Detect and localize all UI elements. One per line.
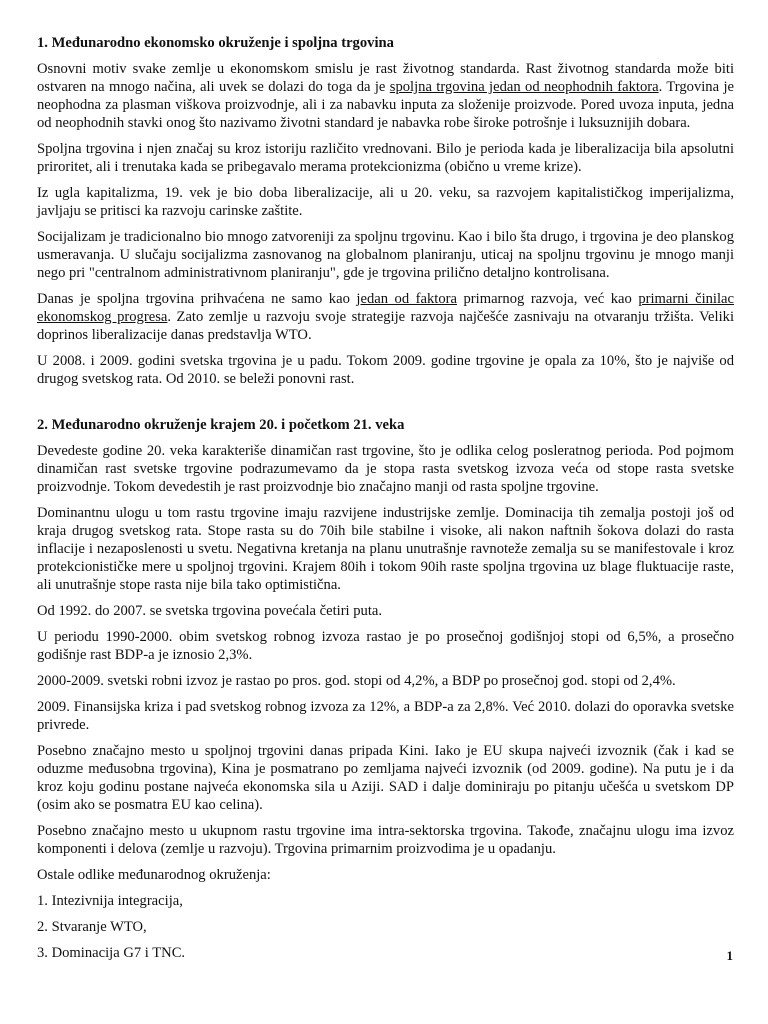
section-2 [37, 416, 734, 962]
paragraph: U 2008. i 2009. godini svetska trgovina je u padu. Tokom 2009. godine trgovine je opala za 10%, što je najviše od drugog svetskog rata. Od 2010. se beleži ponovni rast. [37, 353, 734, 387]
paragraph: Devedeste godine 20. veka karakteriše dinamičan rast trgovine, što je odlika celog posleratnog perioda. Pod pojmom dinamičan rast svetske trgovine podrazumevamo da je stopa rasta svetskog izvoza veća od stope rasta svetske proizvodnje. Tokom devedestih je rast proizvodnje bio značajno manji od rasta spoljne trgovine. [37, 443, 734, 495]
paragraph: 2009. Finansijska kriza i pad svetskog robnog izvoza za 12%, a BDP-a za 2,8%. Već 2010. dolazi do oporavka svetske privrede. [37, 699, 734, 733]
paragraph: Iz ugla kapitalizma, 19. vek je bio doba liberalizacije, ali u 20. veku, sa razvojem kapitalističkog imperijalizma, javljaju se pritisci ka razvoju carinske zaštite. [37, 185, 734, 219]
list-item: 2. Stvaranje WTO, [37, 919, 147, 935]
section-heading: 1. Međunarodno ekonomsko okruženje i spoljna trgovina [37, 35, 394, 51]
paragraph: Danas je spoljna trgovina prihvaćena ne samo kao jedan od faktora primarnog razvoja, već kao primarni činilac ekonomskog progresa. Zato zemlje u razvoju svoje strategije razvoja najčešće zasnivaju na otvaranju tržišta. Veliki doprinos liberalizacije danas predstavlja WTO. [37, 291, 734, 343]
list-item: 1. Intezivnija integracija, [37, 893, 183, 909]
paragraph: Socijalizam je tradicionalno bio mnogo zatvoreniji za spoljnu trgovinu. Kao i bilo šta drugo, i trgovina je deo planskog usmeravanja. U slučaju socijalizma zasnovanog na globalnom planiranju, uticaj na spoljnu trgovinu je mnogo manji nego pri "centralnom administrativnom planiranju", gde je trgovina prilično detaljno kontrolisana. [37, 229, 734, 281]
section-1 [37, 34, 734, 388]
underlined-phrase: jedan od faktora [356, 291, 457, 307]
section-heading: 2. Međunarodno okruženje krajem 20. i početkom 21. veka [37, 417, 405, 433]
paragraph: 2000-2009. svetski robni izvoz je rastao po pros. god. stopi od 4,2%, a BDP po prosečnoj god. stopi od 2,4%. [37, 673, 676, 689]
paragraph: U periodu 1990-2000. obim svetskog robnog izvoza rastao je po prosečnoj godišnjoj stopi od 6,5%, a prosečno godišnje rast BDP-a je iznosio 2,3%. [37, 629, 734, 663]
paragraph: Od 1992. do 2007. se svetska trgovina povećala četiri puta. [37, 603, 383, 619]
paragraph: Ostale odlike međunarodnog okruženja: [37, 867, 271, 883]
underlined-phrase: primarni činilac ekonomskog progresa [37, 291, 734, 325]
document-page [37, 34, 734, 970]
paragraph: Dominantnu ulogu u tom rastu trgovine imaju razvijene industrijske zemlje. Dominacija tih zemalja postoji još od kraja drugog svetskog rata. Stope rasta su do 70ih bile stabilne i visoke, ali nakon naftnih šokova dolazi do rasta inflacije i nezaposlenosti u svetu. Negativna kretanja na planu unutrašnje ravnoteže zemalja su se manifestovale i kroz protekcionističke mere u spoljnoj trgovini. Krajem 80ih i tokom 90ih raste spoljna trgovina uz blage fluktuacije raste, ali unutrašnje stope rasta nije bila tako optimistična. [37, 505, 734, 593]
paragraph: Osnovni motiv svake zemlje u ekonomskom smislu je rast životnog standarda. Rast životnog standarda može biti ostvaren na mnogo načina, ali uvek se dolazi do toga da je spoljna trgovina jedan od neophodnih faktora. Trgovina je neophodna za plasman viškova proizvodnje, ali i za nabavku inputa za složenije proizvode. Pored uvoza inputa, jedna od neophodnih stavki onog što nazivamo životni standard je nabavka robe široke potrošnje i luksuznijih dobara. [37, 61, 734, 131]
page-number: 1 [726, 948, 733, 963]
paragraph: Spoljna trgovina i njen značaj su kroz istoriju različito vrednovani. Bilo je perioda kada je liberalizacija bila apsolutni priroritet, ali i trenutaka kada se pribegavalo merama protekcionizma (obično u vreme krize). [37, 141, 734, 175]
underlined-phrase: spoljna trgovina jedan od neophodnih faktora [389, 79, 659, 95]
paragraph: Posebno značajno mesto u spoljnoj trgovini danas pripada Kini. Iako je EU skupa najveći izvoznik (čak i kad se oduzme međusobna trgovina), Kina je posmatrano po zemljama najveći izvoznik (od 2009. godine). Na putu je i da kroz koju godinu postane najveća ekonomska sila u Aziji. SAD i dalje dominiraju po pitanju učešća u svetskom DP (osim ako se posmatra EU kao celina). [37, 743, 734, 813]
list-item: 3. Dominacija G7 i TNC. [37, 945, 186, 961]
paragraph: Posebno značajno mesto u ukupnom rastu trgovine ima intra-sektorska trgovina. Takođe, značajnu ulogu ima izvoz komponenti i delova (zemlje u razvoju). Trgovina primarnim proizvodima je u opadanju. [37, 823, 734, 857]
